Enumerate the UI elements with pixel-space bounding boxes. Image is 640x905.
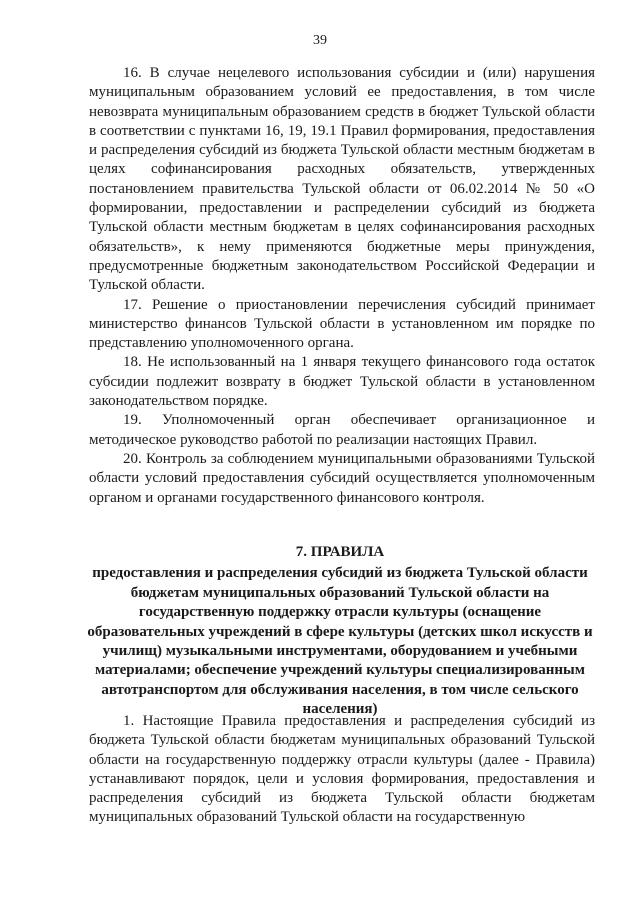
page-number: 39 (313, 33, 327, 48)
paragraph-17: 17. Решение о приостановлении перечисления субсидий принимает министерство финансов Тульской области в установленном им порядке по представлению уполномоченного органа. (89, 296, 595, 352)
paragraph-1: 1. Настоящие Правила предоставления и распределения субсидий из бюджета Тульской области бюджетам муниципальных образований Тульской области на государственную поддержку отрасли культуры (далее - Правила) устанавливают порядок, цели и условия формирования, предоставления и распределения субсидий из бюджета Тульской области бюджетам муниципальных образований Тульской области на государственную (89, 713, 595, 826)
paragraph-20: 20. Контроль за соблюдением муниципальными образованиями Тульской области условий предоставления субсидий осуществляется уполномоченным органом и органами государственного финансового контроля. (89, 450, 595, 506)
body-text-top (89, 64, 595, 508)
paragraph-16: 16. В случае нецелевого использования субсидии и (или) нарушения муниципальным образованием условий ее предоставления, в том числе невозврата муниципальным образованием средств в бюджет Тульской области в соответствии с пунктами 16, 19, 19.1 Правил формирования, предоставления и распределения субсидий из бюджета Тульской области местным бюджетам в целях софинансирования расходных обязательств, утвержденных постановлением правительства Тульской области от 06.02.2014 № 50 «О формировании, предоставлении и распределении субсидий из бюджета Тульской области местным бюджетам в целях софинансирования расходных обязательств», к нему применяются бюджетные меры принуждения, предусмотренные бюджетным законодательством Российской Федерации и Тульской области. (89, 65, 595, 294)
body-text-bottom (89, 712, 595, 828)
section-title: 7. ПРАВИЛА (295, 544, 385, 560)
paragraph-18: 18. Не использованный на 1 января текущего финансового года остаток субсидии подлежит возврату в бюджет Тульской области в установленном законодательством порядке. (89, 354, 595, 410)
paragraph-19: 19. Уполномоченный орган обеспечивает организационное и методическое руководство работой по реализации настоящих Правил. (89, 412, 595, 448)
section-heading (80, 543, 600, 720)
section-subtitle: предоставления и распределения субсидий из бюджета Тульской области бюджетам муниципальных образований Тульской области на государственную поддержку отрасли культуры (оснащение образовательных учреждений в сфере культуры (детских школ искусств и училищ) музыкальными инструментами, оборудованием и учебными материалами; обеспечение учреждений культуры специализированным автотранспортом для обслуживания населения, в том числе сельского населения) (87, 565, 593, 718)
